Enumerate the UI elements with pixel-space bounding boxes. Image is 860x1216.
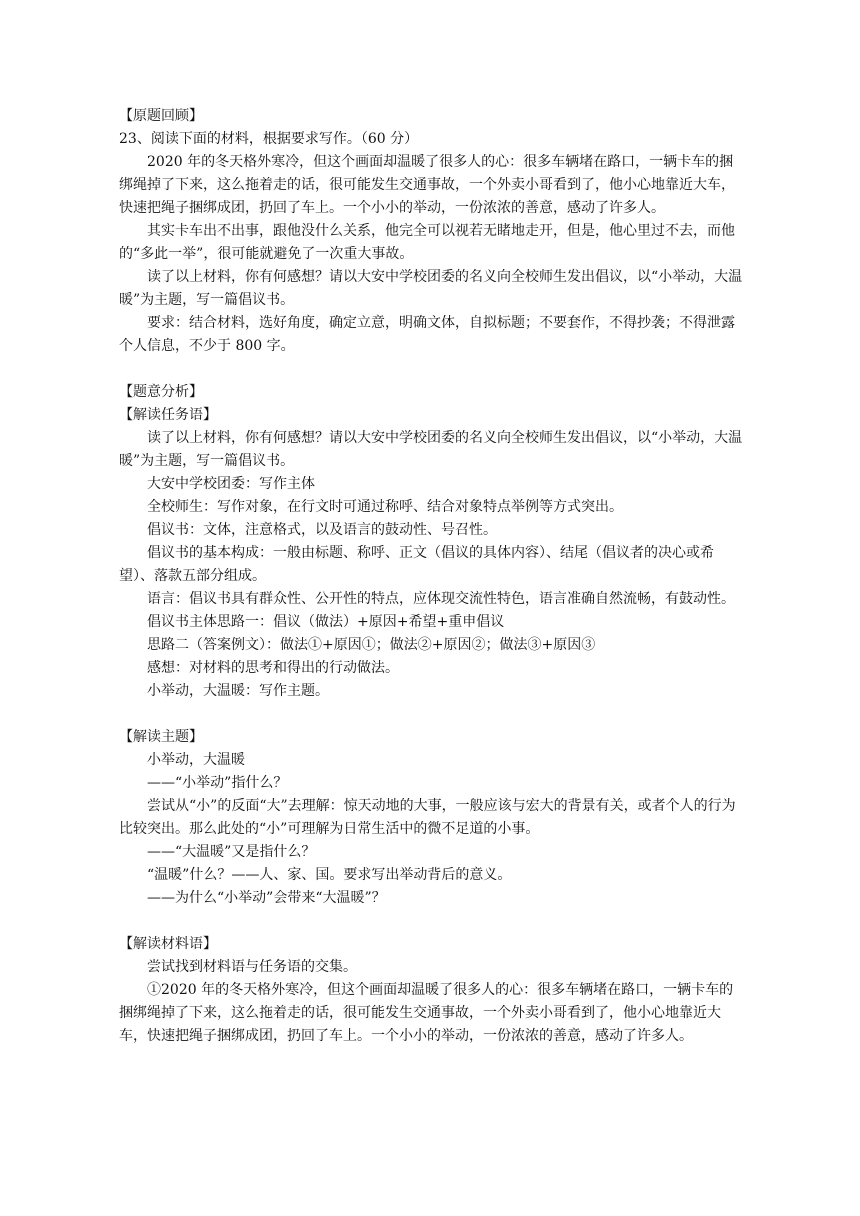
analysis-line: 小举动，大温暖：写作主题。 xyxy=(147,683,329,699)
material-line: ①2020 年的冬天格外寒冷，但这个画面却温暖了很多人的心：很多车辆堵在路口，一辆卡车的捆绑绳掉了下来，这么拖着走的话，很可能发生交通事故，一个外卖小哥看到了，他小心地靠近大车，快速把绳子捆绑成团，扔回了车上。一个小小的举动，一份浓浓的善意，感动了许多人。 xyxy=(119,982,734,1044)
theme-line: “温暖”什么？——人、家、国。要求写出举动背后的意义。 xyxy=(147,867,512,883)
theme-line: ——“小举动”指什么？ xyxy=(147,775,288,791)
document-body xyxy=(119,105,747,1048)
analysis-line: 倡议书主体思路一：倡议（做法）+原因+希望+重申倡议 xyxy=(147,614,505,630)
material-paragraph: 其实卡车出不出事，跟他没什么关系，他完全可以视若无睹地走开，但是，他心里过不去，而他的“多此一举”，很可能就避免了一次重大事故。 xyxy=(119,223,735,262)
analysis-line: 感想：对材料的思考和得出的行动做法。 xyxy=(147,660,399,676)
theme-line: ——“大温暖”又是指什么？ xyxy=(147,844,316,860)
spacer xyxy=(119,910,747,933)
analysis-line: 大安中学校团委：写作主体 xyxy=(147,476,315,492)
task-paragraph: 读了以上材料，你有何感想？请以大安中学校团委的名义向全校师生发出倡议，以“小举动，大温暖”为主题，写一篇倡议书。 xyxy=(119,269,743,308)
theme-line: 小举动，大温暖 xyxy=(147,752,245,768)
spacer xyxy=(119,703,747,726)
section-heading-material: 【解读材料语】 xyxy=(119,936,217,952)
section-heading-analysis: 【题意分析】 xyxy=(119,384,203,400)
subsection-heading-task: 【解读任务语】 xyxy=(119,407,217,423)
requirements-paragraph: 要求：结合材料，选好角度，确定立意，明确文体，自拟标题；不要套作，不得抄袭；不得泄露个人信息，不少于 800 字。 xyxy=(119,315,735,354)
analysis-line: 读了以上材料，你有何感想？请以大安中学校团委的名义向全校师生发出倡议，以“小举动，大温暖”为主题，写一篇倡议书。 xyxy=(119,430,743,469)
section-heading-theme: 【解读主题】 xyxy=(119,729,203,745)
analysis-line: 全校师生：写作对象，在行文时可通过称呼、结合对象特点举例等方式突出。 xyxy=(147,499,623,515)
analysis-line: 倡议书：文体，注意格式，以及语言的鼓动性、号召性。 xyxy=(147,522,497,538)
material-paragraph: 2020 年的冬天格外寒冷，但这个画面却温暖了很多人的心：很多车辆堵在路口，一辆卡车的捆绑绳掉了下来，这么拖着走的话，很可能发生交通事故，一个外卖小哥看到了，他小心地靠近大车，快速把绳子捆绑成团，扔回了车上。一个小小的举动，一份浓浓的善意，感动了许多人。 xyxy=(119,154,735,216)
analysis-line: 语言：倡议书具有群众性、公开性的特点，应体现交流性特色，语言准确自然流畅，有鼓动性。 xyxy=(147,591,735,607)
spacer xyxy=(119,358,747,381)
theme-line: 尝试从“小”的反面“大”去理解：惊天动地的大事，一般应该与宏大的背景有关，或者个人的行为比较突出。那么此处的“小”可理解为日常生活中的微不足道的小事。 xyxy=(119,798,736,837)
section-heading-review: 【原题回顾】 xyxy=(119,108,203,124)
theme-line: ——为什么“小举动”会带来“大温暖”？ xyxy=(147,890,386,906)
analysis-line: 思路二（答案例文）：做法①+原因①；做法②+原因②；做法③+原因③ xyxy=(147,637,596,653)
question-line: 23、阅读下面的材料，根据要求写作。（60 分） xyxy=(119,131,419,147)
material-line: 尝试找到材料语与任务语的交集。 xyxy=(147,959,357,975)
analysis-line: 倡议书的基本构成：一般由标题、称呼、正文（倡议的具体内容）、结尾（倡议者的决心或希望）、落款五部分组成。 xyxy=(119,545,714,584)
